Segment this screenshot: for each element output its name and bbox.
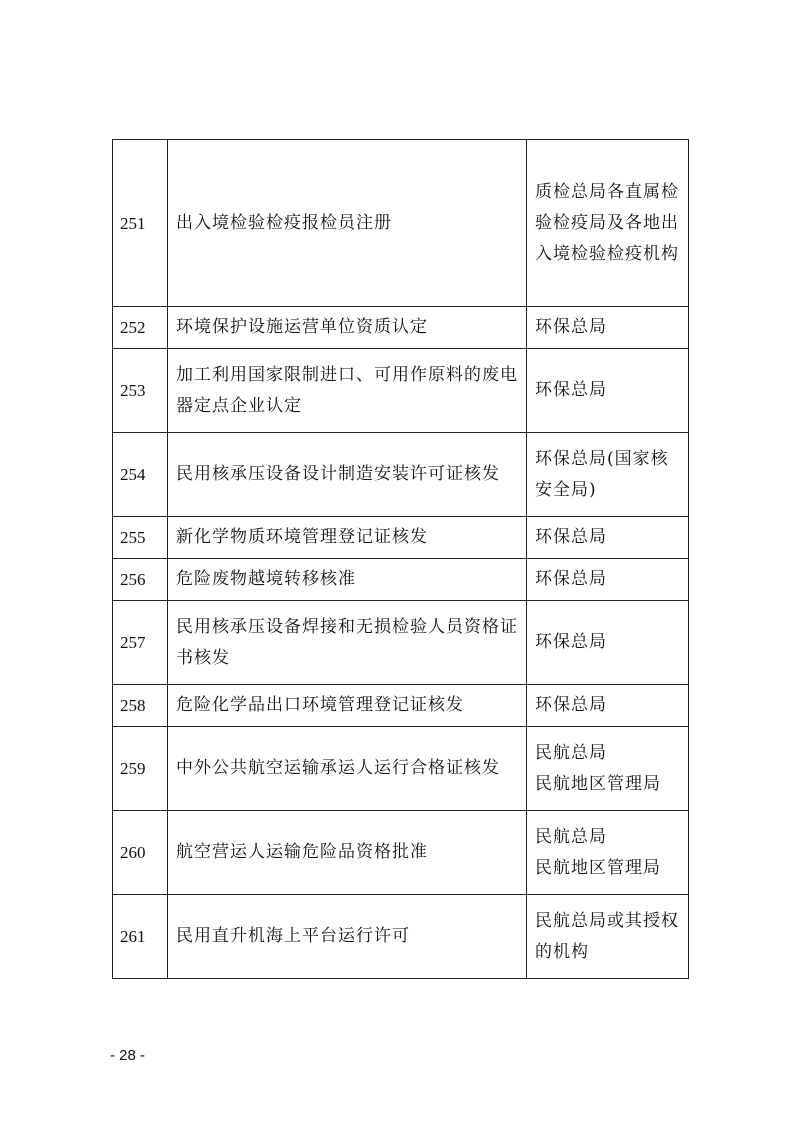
item-department: 环保总局: [527, 559, 689, 601]
item-number: 258: [113, 685, 168, 727]
item-name: 民用直升机海上平台运行许可: [168, 895, 527, 979]
item-name: 新化学物质环境管理登记证核发: [168, 517, 527, 559]
table-row: [113, 685, 689, 727]
item-number: 254: [113, 433, 168, 517]
table-row: [113, 140, 689, 307]
item-number: 255: [113, 517, 168, 559]
page-number: - 28 -: [110, 1047, 146, 1064]
item-number: 259: [113, 727, 168, 811]
item-number: 252: [113, 307, 168, 349]
item-name: 民用核承压设备设计制造安装许可证核发: [168, 433, 527, 517]
table-row: [113, 727, 689, 811]
table-row: [113, 811, 689, 895]
approval-items-table: [112, 139, 689, 979]
table-row: [113, 601, 689, 685]
item-department: 民航总局 民航地区管理局: [527, 811, 689, 895]
item-number: 261: [113, 895, 168, 979]
item-name: 加工利用国家限制进口、可用作原料的废电器定点企业认定: [168, 349, 527, 433]
item-name: 出入境检验检疫报检员注册: [168, 140, 527, 307]
item-name: 中外公共航空运输承运人运行合格证核发: [168, 727, 527, 811]
item-department: 环保总局: [527, 349, 689, 433]
item-name: 环境保护设施运营单位资质认定: [168, 307, 527, 349]
table-row: [113, 307, 689, 349]
item-department: 环保总局: [527, 601, 689, 685]
item-department: 民航总局或其授权的机构: [527, 895, 689, 979]
table-row: [113, 517, 689, 559]
item-number: 260: [113, 811, 168, 895]
item-department: 民航总局 民航地区管理局: [527, 727, 689, 811]
table-row: [113, 433, 689, 517]
item-department: 环保总局: [527, 307, 689, 349]
item-name: 危险废物越境转移核准: [168, 559, 527, 601]
item-department: 环保总局: [527, 685, 689, 727]
table-row: [113, 895, 689, 979]
item-department: 质检总局各直属检验检疫局及各地出入境检验检疫机构: [527, 140, 689, 307]
item-number: 257: [113, 601, 168, 685]
item-name: 航空营运人运输危险品资格批准: [168, 811, 527, 895]
item-department: 环保总局(国家核安全局): [527, 433, 689, 517]
item-number: 253: [113, 349, 168, 433]
table-row: [113, 349, 689, 433]
item-number: 256: [113, 559, 168, 601]
item-name: 民用核承压设备焊接和无损检验人员资格证书核发: [168, 601, 527, 685]
item-name: 危险化学品出口环境管理登记证核发: [168, 685, 527, 727]
item-department: 环保总局: [527, 517, 689, 559]
table-row: [113, 559, 689, 601]
item-number: 251: [113, 140, 168, 307]
